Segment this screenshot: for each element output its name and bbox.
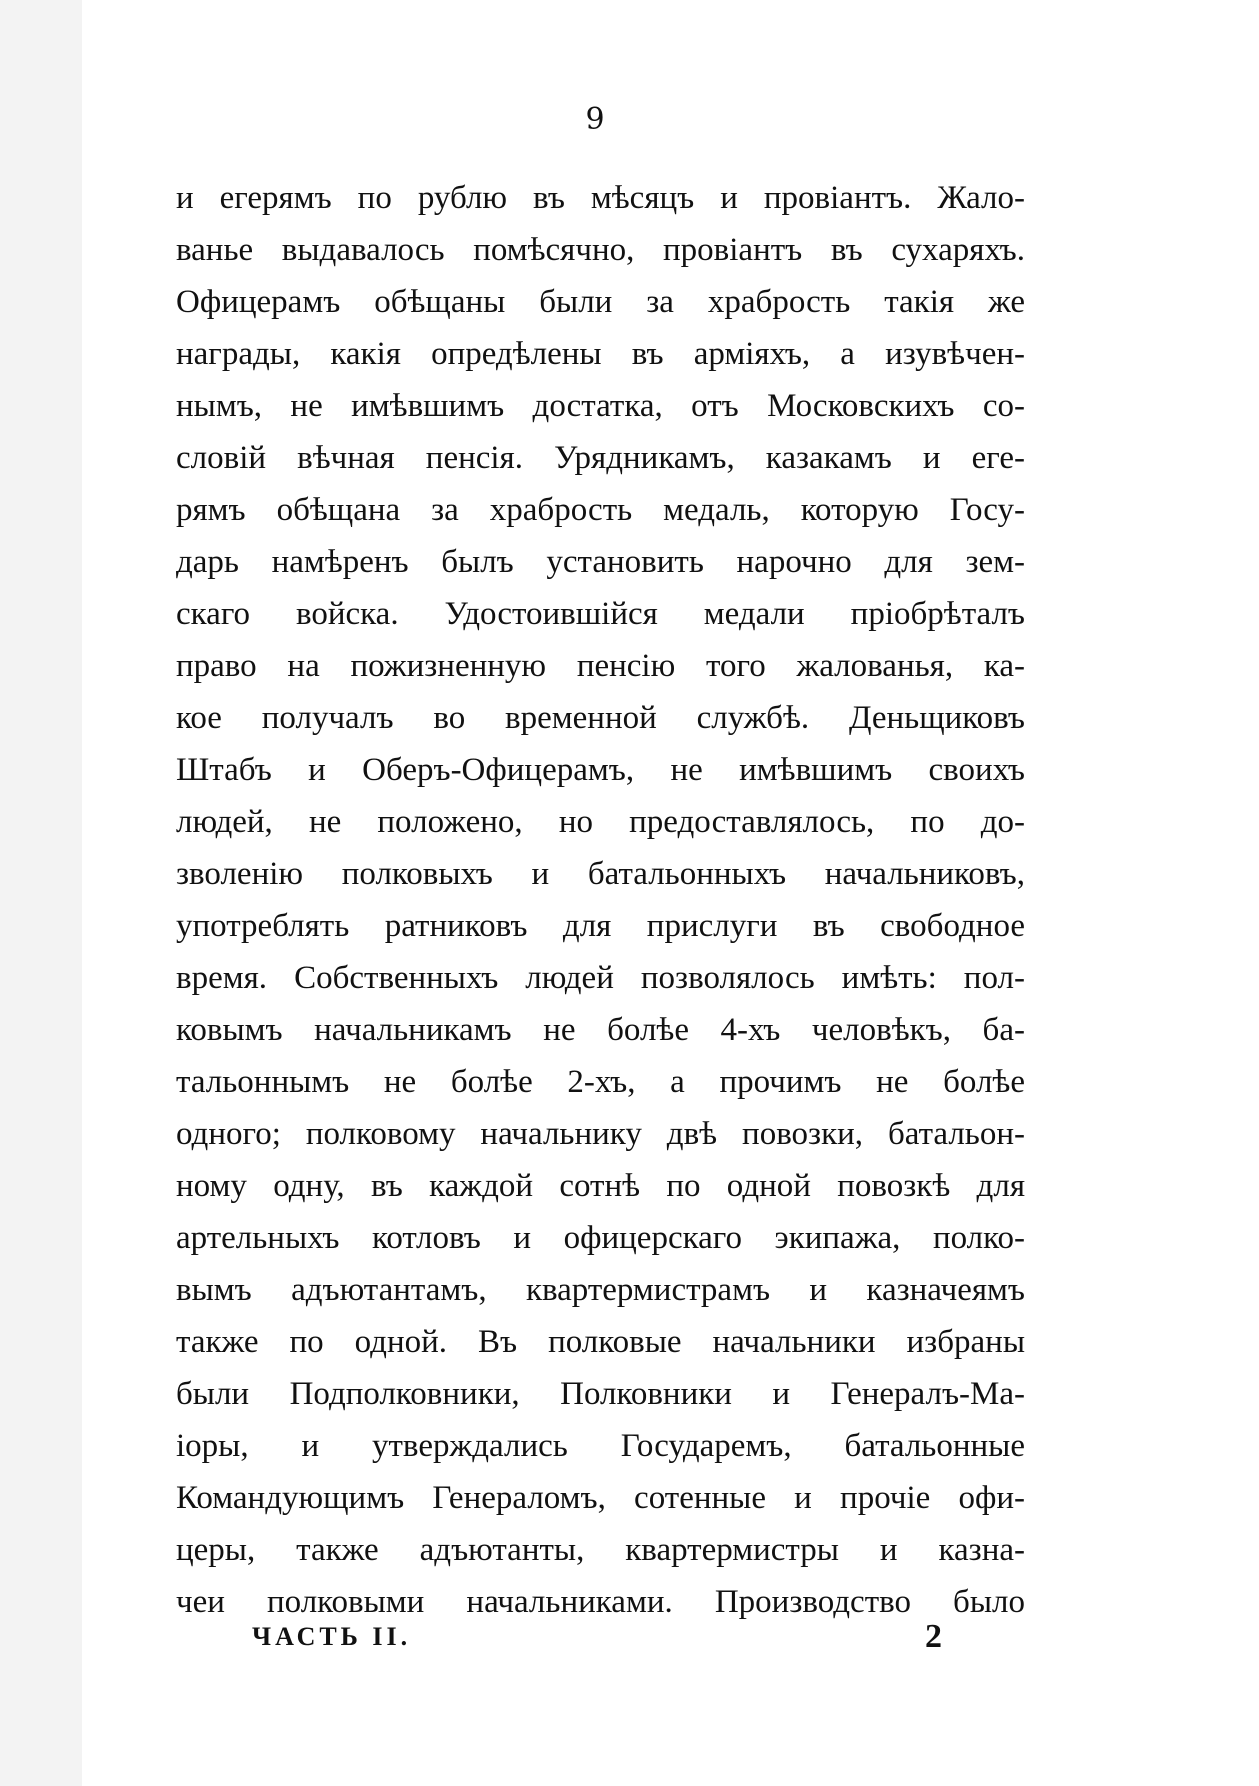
text-line: употреблять ратниковъ для прислуги въ свободное	[176, 908, 1025, 944]
page-number: 9	[585, 102, 605, 137]
text-line: людей, не положено, но предоставлялось, по до-	[176, 804, 1025, 840]
text-line: ковымъ начальникамъ не болѣе 4-хъ человѣкъ, ба-	[176, 1012, 1025, 1048]
text-line: награды, какія опредѣлены въ арміяхъ, а изувѣчен-	[176, 336, 1025, 372]
page-footer	[252, 1618, 942, 1662]
text-line: вымъ адъютантамъ, квартермистрамъ и казначеямъ	[176, 1272, 1025, 1308]
text-line: зволенію полковыхъ и батальонныхъ начальниковъ,	[176, 856, 1025, 892]
text-line: ному одну, въ каждой сотнѣ по одной повозкѣ для	[176, 1168, 1025, 1204]
text-line: чеи полковыми начальниками. Производство было	[176, 1584, 1025, 1620]
text-line: іоры, и утверждались Государемъ, батальонные	[176, 1428, 1025, 1464]
text-line: и егерямъ по рублю въ мѣсяцъ и провіантъ. Жало-	[176, 180, 1025, 216]
body-text	[176, 172, 1025, 1628]
text-line: также по одной. Въ полковые начальники избраны	[176, 1324, 1025, 1360]
part-label: ЧАСТЬ II.	[252, 1622, 412, 1651]
text-line: Штабъ и Оберъ-Офицерамъ, не имѣвшимъ своихъ	[176, 752, 1025, 788]
text-line: одного; полковому начальнику двѣ повозки, батальон-	[176, 1116, 1025, 1152]
signature-mark: 2	[925, 1618, 942, 1655]
text-line: время. Собственныхъ людей позволялось имѣть: пол-	[176, 960, 1025, 996]
text-line: рямъ обѣщана за храбрость медаль, которую Госу-	[176, 492, 1025, 528]
text-line: ванье выдавалось помѣсячно, провіантъ въ сухаряхъ.	[176, 232, 1025, 268]
text-line: Командующимъ Генераломъ, сотенные и прочіе офи-	[176, 1480, 1025, 1516]
text-line: Офицерамъ обѣщаны были за храбрость такія же	[176, 284, 1025, 320]
text-line: дарь намѣренъ былъ установить нарочно для зем-	[176, 544, 1025, 580]
text-line: скаго войска. Удостоившійся медали пріобрѣталъ	[176, 596, 1025, 632]
text-line: были Подполковники, Полковники и Генералъ-Ма-	[176, 1376, 1025, 1412]
text-line: тальоннымъ не болѣе 2-хъ, а прочимъ не болѣе	[176, 1064, 1025, 1100]
text-line: словій вѣчная пенсія. Урядникамъ, казакамъ и еге-	[176, 440, 1025, 476]
text-line: церы, также адъютанты, квартермистры и казна-	[176, 1532, 1025, 1568]
text-line: артельныхъ котловъ и офицерскаго экипажа, полко-	[176, 1220, 1025, 1256]
text-line: нымъ, не имѣвшимъ достатка, отъ Московскихъ со-	[176, 388, 1025, 424]
page-gutter	[0, 0, 82, 1786]
text-line: кое получалъ во временной службѣ. Деньщиковъ	[176, 700, 1025, 736]
text-line: право на пожизненную пенсію того жалованья, ка-	[176, 648, 1025, 684]
